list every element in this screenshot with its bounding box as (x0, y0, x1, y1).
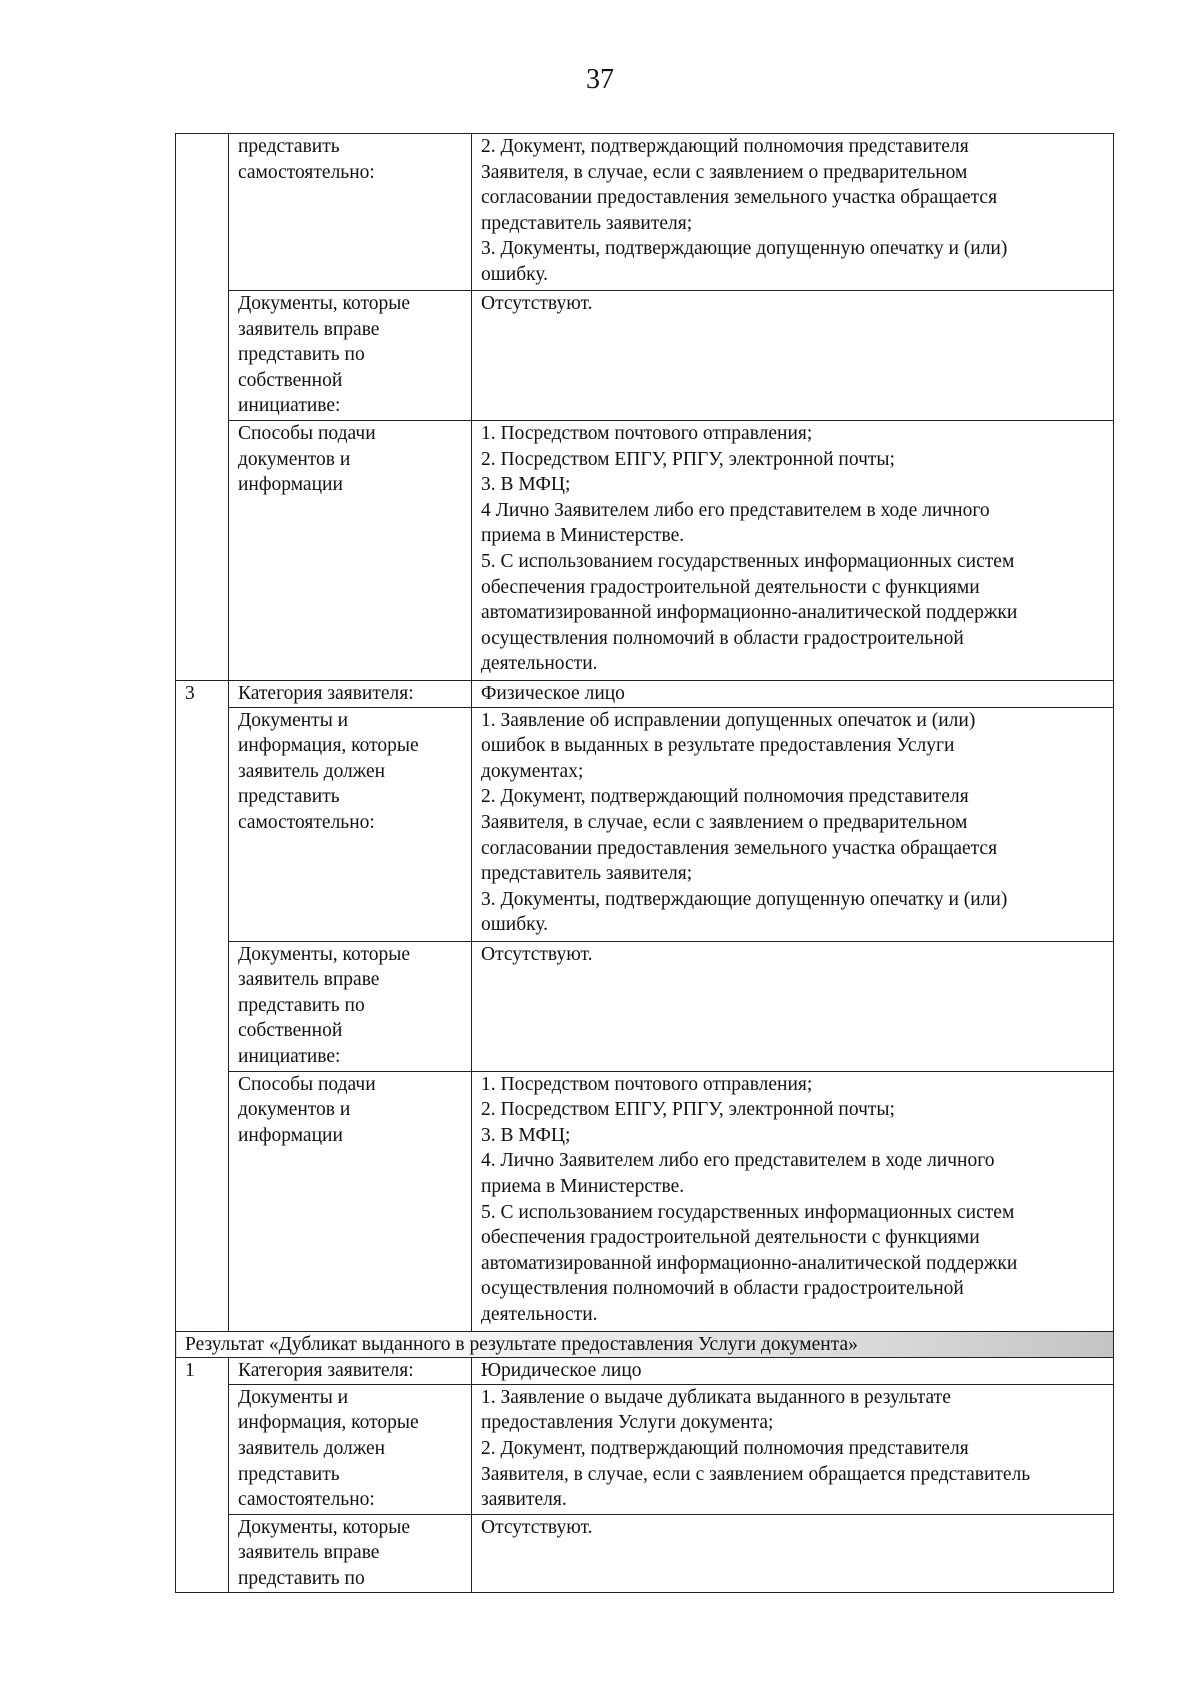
section-title: Результат «Дубликат выданного в результате предоставления Услуги документа» (176, 1331, 1114, 1358)
label-cell: представить самостоятельно: (229, 134, 472, 291)
row-number-cell: 3 (176, 681, 229, 1332)
page-number: 37 (586, 64, 614, 95)
value-cell: 2. Документ, подтверждающий полномочия представителя Заявителя, в случае, если с заявлением о предварительном согласовании предоставления земельного участка обращается представитель заявителя; 3. Документы, подтверждающие допущенную опечатку и (или) ошибку. (472, 134, 1114, 291)
table-row (176, 1071, 1114, 1331)
label-cell: Документы, которые заявитель вправе представить по собственной инициативе: (229, 941, 472, 1071)
label-cell: Категория заявителя: (229, 1358, 472, 1385)
value-cell: Отсутствуют. (472, 291, 1114, 421)
value-cell: 1. Заявление об исправлении допущенных опечаток и (или) ошибок в выданных в результате предоставления Услуги документах; 2. Документ, подтверждающий полномочия представителя Заявителя, в случае, если с заявлением о предварительном согласовании предоставления земельного участка обращается представитель заявителя; 3. Документы, подтверждающие допущенную опечатку и (или) ошибку. (472, 707, 1114, 941)
table-row (176, 1514, 1114, 1592)
label-cell: Документы, которые заявитель вправе представить по собственной инициативе: (229, 291, 472, 421)
label-cell: Категория заявителя: (229, 681, 472, 708)
value-cell: Отсутствуют. (472, 1514, 1114, 1592)
value-cell: 1. Посредством почтового отправления; 2. Посредством ЕПГУ, РПГУ, электронной почты; 3. В МФЦ; 4. Лично Заявителем либо его представителем в ходе личного приема в Министерстве. 5. С использованием государственных информационных систем обеспечения градостроительной деятельности с функциями автоматизированной информационно-аналитической поддержки осуществления полномочий в области градостроительной деятельности. (472, 1071, 1114, 1331)
table-row (176, 134, 1114, 291)
table-row (176, 1384, 1114, 1514)
value-cell: Юридическое лицо (472, 1358, 1114, 1385)
row-number-cell (176, 134, 229, 681)
label-cell: Документы, которые заявитель вправе представить по (229, 1514, 472, 1592)
row-number-cell: 1 (176, 1358, 229, 1593)
label-cell: Способы подачи документов и информации (229, 421, 472, 681)
requirements-table (175, 133, 1114, 1593)
table-row (176, 941, 1114, 1071)
label-cell: Способы подачи документов и информации (229, 1071, 472, 1331)
table-row (176, 291, 1114, 421)
value-cell: Отсутствуют. (472, 941, 1114, 1071)
value-cell: 1. Заявление о выдаче дубликата выданного в результате предоставления Услуги документа; 2. Документ, подтверждающий полномочия представителя Заявителя, в случае, если с заявлением обращается представитель заявителя. (472, 1384, 1114, 1514)
table-row (176, 707, 1114, 941)
table-row (176, 681, 1114, 708)
label-cell: Документы и информация, которые заявитель должен представить самостоятельно: (229, 707, 472, 941)
value-cell: 1. Посредством почтового отправления; 2. Посредством ЕПГУ, РПГУ, электронной почты; 3. В МФЦ; 4 Лично Заявителем либо его представителем в ходе личного приема в Министерстве. 5. С использованием государственных информационных систем обеспечения градостроительной деятельности с функциями автоматизированной информационно-аналитической поддержки осуществления полномочий в области градостроительной деятельности. (472, 421, 1114, 681)
table-row (176, 421, 1114, 681)
table-row (176, 1358, 1114, 1385)
label-cell: Документы и информация, которые заявитель должен представить самостоятельно: (229, 1384, 472, 1514)
section-row (176, 1331, 1114, 1358)
value-cell: Физическое лицо (472, 681, 1114, 708)
